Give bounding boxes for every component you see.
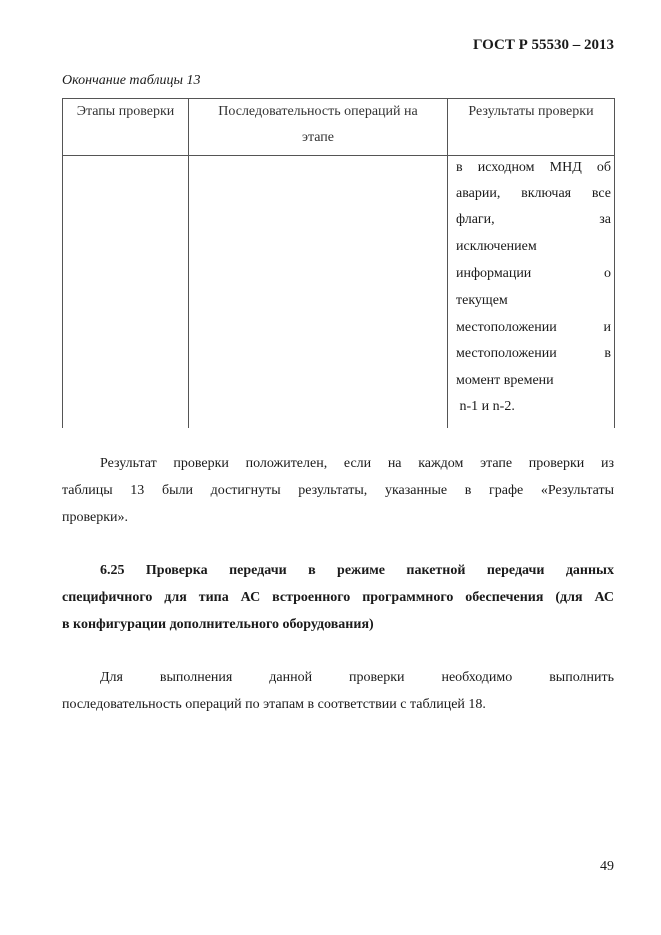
paragraph-line: последовательность операций по этапам в соответствии с таблицей 18. xyxy=(62,697,486,712)
result-paragraph xyxy=(62,450,614,531)
section-heading-line: специфичного для типа АС встроенного программного обеспечения (для АС xyxy=(62,590,614,605)
paragraph-line: Для выполнения данной проверки необходимо выполнить xyxy=(100,670,614,685)
result-cell-line: информации о xyxy=(456,266,611,281)
result-cell-line: n-1 и n-2. xyxy=(456,399,515,414)
result-cell-line: аварии, включая все xyxy=(456,186,611,201)
result-cell-line: момент времени xyxy=(456,373,554,388)
paragraph-line: таблицы 13 были достигнуты результаты, указанные в графе «Результаты xyxy=(62,483,614,498)
column-header-stages: Этапы проверки xyxy=(76,104,175,119)
result-cell-line: местоположении в xyxy=(456,346,611,361)
procedure-paragraph xyxy=(62,664,614,718)
table-right-border xyxy=(614,98,615,428)
result-cell-line: местоположении и xyxy=(456,320,611,335)
column-header-operations: Последовательность операций на xyxy=(218,104,418,119)
document-header: ГОСТ Р 55530 – 2013 xyxy=(472,37,614,53)
column-header-operations-line2: этапе xyxy=(301,130,335,145)
section-heading-line: в конфигурации дополнительного оборудования) xyxy=(62,617,374,632)
table-caption: Окончание таблицы 13 xyxy=(62,73,201,88)
result-cell-line: текущем xyxy=(456,293,508,308)
page-number: 49 xyxy=(600,859,614,874)
result-cell-line: в исходном МНД об xyxy=(456,160,611,175)
column-header-results: Результаты проверки xyxy=(468,104,594,119)
paragraph-line: Результат проверки положителен, если на каждом этапе проверки из xyxy=(100,456,614,471)
section-heading xyxy=(62,557,614,638)
paragraph-line: проверки». xyxy=(62,510,129,525)
table-left-border xyxy=(62,98,63,428)
result-cell-line: исключением xyxy=(456,239,537,254)
section-heading-line: 6.25 Проверка передачи в режиме пакетной передачи данных xyxy=(100,563,614,578)
result-cell-line: флаги, за xyxy=(456,212,611,227)
table-divider-2 xyxy=(447,98,448,428)
